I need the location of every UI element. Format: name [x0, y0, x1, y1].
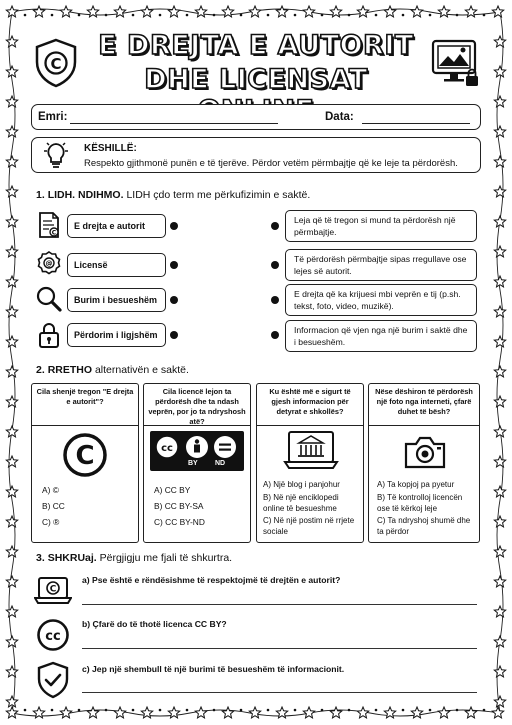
short-answer-question: b) Çfarë do të thotë licenca CC BY?: [82, 619, 227, 629]
border-star: [6, 306, 17, 317]
magnifier-icon: [35, 285, 63, 313]
term-lawful-use[interactable]: Përdorim i ligjshëm: [67, 323, 166, 347]
border-star: [195, 707, 206, 718]
border-star: [6, 576, 17, 587]
border-star: [494, 36, 505, 47]
border-star: [357, 6, 368, 17]
tip-title: KËSHILLË:: [84, 143, 137, 154]
quiz-card-2: [143, 383, 251, 543]
definition-3[interactable]: E drejta që ka krijuesi mbi veprën e tij (p.sh. tekst, foto, video, muzikë).: [285, 284, 477, 316]
camera-icon: [403, 434, 447, 470]
badge-by-label: BY: [188, 460, 198, 467]
border-star: [6, 456, 17, 467]
border-star: [249, 707, 260, 718]
border-star: [494, 96, 505, 107]
border-star: [303, 6, 314, 17]
border-star: [411, 6, 422, 17]
border-star: [494, 636, 505, 647]
border-star: [195, 6, 206, 17]
border-star: [141, 6, 152, 17]
quiz-option[interactable]: B) Në një enciklopedi online të besueshme: [263, 493, 339, 513]
border-star: [494, 246, 505, 257]
library-laptop-icon: [283, 429, 339, 473]
quiz-question: Cila shenjë tregon "E drejta e autorit"?: [32, 384, 138, 426]
quiz-option[interactable]: C) ®: [42, 517, 60, 527]
term-copyright[interactable]: E drejta e autorit: [67, 214, 166, 238]
border-star: [494, 156, 505, 167]
border-star: [87, 707, 98, 718]
quiz-option[interactable]: B) Të kontrolloj licencën ose të kërkoj leje: [377, 493, 463, 513]
border-star: [492, 6, 503, 17]
border-star: [222, 707, 233, 718]
border-star: [6, 426, 17, 437]
answer-line[interactable]: [82, 604, 477, 605]
border-star: [494, 456, 505, 467]
laptop-copyright-icon: [34, 575, 72, 607]
border-star: [384, 6, 395, 17]
quiz-option[interactable]: A) Një blog i panjohur: [263, 480, 340, 489]
definition-dot[interactable]: [271, 331, 279, 339]
quiz-question: Cila licencë lejon ta përdorësh dhe ta ndash veprën, por jo ta ndryshosh atë?: [144, 384, 250, 426]
monitor-image-lock-icon: [430, 38, 482, 90]
section2-heading: 2. RRETHO alternativën e saktë.: [36, 364, 189, 376]
svg-text:@: @: [45, 259, 53, 268]
definition-1[interactable]: Leja që të tregon si mund ta përdorësh një përmbajtje.: [285, 210, 477, 242]
term-license[interactable]: Licensë: [67, 253, 166, 277]
border-star: [494, 66, 505, 77]
border-star: [6, 156, 17, 167]
term-dot[interactable]: [170, 296, 178, 304]
definition-dot[interactable]: [271, 296, 279, 304]
svg-text:C: C: [50, 55, 62, 73]
border-star: [6, 246, 17, 257]
copyright-symbol-icon: [62, 432, 108, 478]
border-star: [6, 186, 17, 197]
border-star: [494, 276, 505, 287]
border-star: [249, 6, 260, 17]
quiz-option[interactable]: B) CC BY-SA: [154, 501, 204, 511]
cc-by-nd-badge-icon: [150, 431, 244, 471]
svg-text:cc: cc: [161, 443, 173, 454]
name-date-box: [31, 104, 481, 130]
border-star: [6, 636, 17, 647]
worksheet-title-line1: E DREJTA E AUTORIT: [98, 30, 414, 61]
date-field[interactable]: [362, 123, 470, 124]
border-star: [6, 216, 17, 227]
border-star: [141, 707, 152, 718]
badge-nd-label: ND: [215, 460, 226, 467]
border-star: [6, 336, 17, 347]
worksheet-title-line2: DHE LICENSAT: [144, 64, 368, 95]
border-star: [6, 96, 17, 107]
border-star: [6, 36, 17, 47]
term-reliable-source[interactable]: Burim i besueshëm: [67, 288, 166, 312]
quiz-card-3: [256, 383, 364, 543]
answer-line[interactable]: [82, 648, 477, 649]
name-label: Emri:: [38, 111, 68, 123]
border-star: [6, 486, 17, 497]
padlock-icon: [35, 321, 63, 349]
quiz-option[interactable]: C) Ta ndryshoj shumë dhe ta përdor: [377, 516, 471, 536]
svg-text:C: C: [51, 229, 57, 237]
border-star: [6, 396, 17, 407]
border-star: [494, 126, 505, 137]
quiz-option[interactable]: A) CC BY: [154, 485, 191, 495]
border-star: [411, 707, 422, 718]
quiz-card-4: [368, 383, 480, 543]
date-label: Data:: [325, 111, 354, 123]
section1-heading: 1. LIDH. NDIHMO. LIDH çdo term me përkufizimin e saktë.: [36, 189, 311, 201]
border-star: [6, 546, 17, 557]
border-star: [494, 576, 505, 587]
short-answer-question: a) Pse është e rëndësishme të respektojmë të drejtën e autorit?: [82, 575, 341, 585]
border-star: [6, 707, 17, 718]
border-star: [276, 6, 287, 17]
border-star: [492, 707, 503, 718]
border-star: [60, 707, 71, 718]
border-star: [494, 546, 505, 557]
border-star: [60, 6, 71, 17]
border-star: [6, 66, 17, 77]
section3-heading: 3. SHKRUaj. Përgjigju me fjali të shkurtra.: [36, 552, 233, 564]
border-star: [494, 606, 505, 617]
quiz-question: Ku është më e sigurt të gjesh informacion për detyrat e shkollës?: [257, 384, 363, 426]
short-answer-question: c) Jep një shembull të një burimi të besueshëm të informacionit.: [82, 664, 345, 674]
quiz-option[interactable]: B) CC: [42, 501, 65, 511]
border-star: [494, 516, 505, 527]
quiz-card-1: [31, 383, 139, 543]
border-star: [33, 6, 44, 17]
cc-circle-icon: [36, 618, 70, 652]
border-star: [330, 707, 341, 718]
certificate-seal-icon: [35, 249, 63, 277]
border-star: [6, 366, 17, 377]
quiz-option[interactable]: C) CC BY-ND: [154, 517, 205, 527]
tip-text: Respekto gjithmonë punën e të tjerëve. Përdor vetëm përmbajtje që ke leje ta përdorësh.: [84, 158, 458, 169]
term-dot[interactable]: [170, 261, 178, 269]
border-star: [6, 516, 17, 527]
border-star: [494, 366, 505, 377]
border-star: [438, 6, 449, 17]
lightbulb-icon: [42, 140, 70, 170]
shield-copyright-icon: [33, 38, 79, 88]
quiz-option[interactable]: A) ©: [42, 485, 59, 495]
border-star: [465, 707, 476, 718]
definition-dot[interactable]: [271, 222, 279, 230]
quiz-option[interactable]: A) Ta kopjoj pa pyetur: [377, 480, 455, 489]
shield-check-icon: [36, 661, 70, 699]
border-star: [114, 707, 125, 718]
definition-2[interactable]: Të përdorësh përmbajtje sipas rregullave ose lejes së autorit.: [285, 249, 477, 281]
term-dot[interactable]: [170, 331, 178, 339]
border-star: [168, 6, 179, 17]
border-star: [494, 696, 505, 707]
border-star: [6, 666, 17, 677]
quiz-question: Nëse dëshiron të përdorësh një foto nga interneti, çfarë duhet të bësh?: [369, 384, 479, 426]
border-star: [6, 276, 17, 287]
definition-dot[interactable]: [271, 261, 279, 269]
border-star: [494, 306, 505, 317]
border-star: [6, 126, 17, 137]
border-star: [168, 707, 179, 718]
document-copyright-icon: [35, 211, 63, 239]
svg-text:C: C: [75, 441, 95, 471]
term-dot[interactable]: [170, 222, 178, 230]
border-star: [114, 6, 125, 17]
border-star: [494, 186, 505, 197]
border-star: [494, 426, 505, 437]
border-star: [494, 486, 505, 497]
border-star: [6, 6, 17, 17]
svg-text:cc: cc: [45, 629, 61, 644]
border-star: [6, 606, 17, 617]
definition-4[interactable]: Informacion që vjen nga një burim i saktë dhe i besueshëm.: [285, 320, 477, 352]
quiz-option[interactable]: C) Në një postim në rrjete sociale: [263, 516, 355, 536]
border-star: [6, 696, 17, 707]
answer-line[interactable]: [82, 692, 477, 693]
border-star: [494, 396, 505, 407]
border-star: [494, 216, 505, 227]
border-star: [494, 666, 505, 677]
border-star: [303, 707, 314, 718]
name-field[interactable]: [70, 123, 278, 124]
border-star: [494, 336, 505, 347]
svg-text:C: C: [49, 584, 57, 595]
border-star: [357, 707, 368, 718]
border-star: [438, 707, 449, 718]
